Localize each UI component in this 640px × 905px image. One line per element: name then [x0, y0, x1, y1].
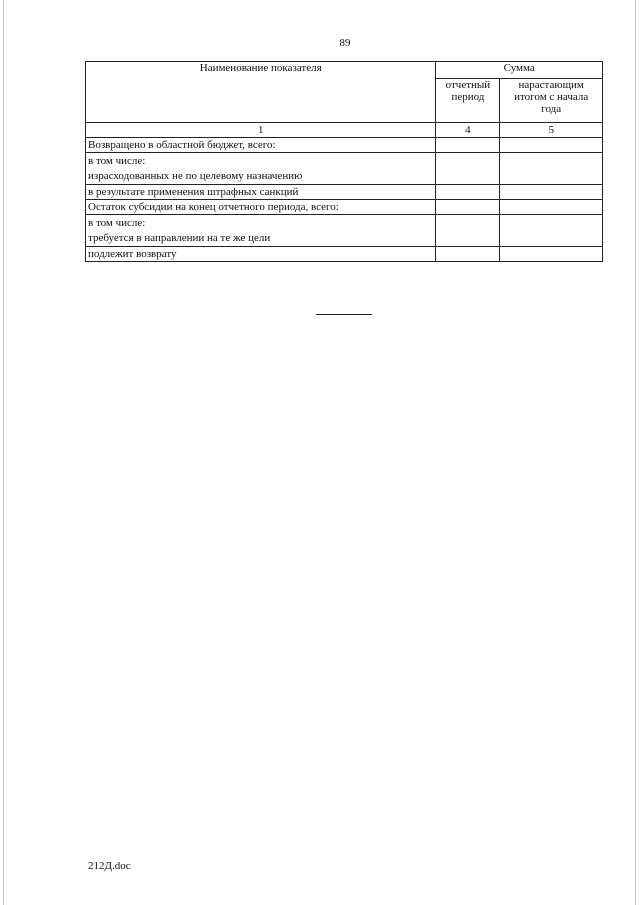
row-cumulative-value — [500, 215, 603, 247]
row-period-value — [436, 247, 500, 262]
table-row — [86, 200, 603, 215]
header-period-line2: период — [451, 91, 485, 103]
row-label-line2: требуется в направлении на те же цели — [88, 232, 271, 244]
header-cumulative — [500, 79, 603, 123]
column-number-row — [86, 123, 603, 138]
row-label: Остаток субсидии на конец отчетного периода, всего: — [86, 200, 436, 215]
header-cumul-line2: итогом с начала — [514, 91, 589, 103]
row-cumulative-value — [500, 138, 603, 153]
row-label: в результате применения штрафных санкций — [86, 185, 436, 200]
page-edge-left — [3, 0, 4, 905]
table-row — [86, 153, 603, 185]
row-label: Возвращено в областной бюджет, всего: — [86, 138, 436, 153]
row-period-value — [436, 200, 500, 215]
indicator-table — [85, 61, 603, 262]
page-edge-right — [635, 0, 636, 905]
row-period-value — [436, 153, 500, 185]
row-label-line2: израсходованных не по целевому назначению — [88, 170, 303, 182]
separator-rule — [316, 314, 372, 315]
header-cumul-line3: года — [541, 103, 562, 115]
row-period-value — [436, 138, 500, 153]
table-row — [86, 185, 603, 200]
header-sum: Сумма — [436, 62, 603, 79]
table-header-row — [86, 62, 603, 79]
page-number: 89 — [339, 37, 351, 49]
row-cumulative-value — [500, 185, 603, 200]
column-number-4: 4 — [436, 123, 500, 138]
row-cumulative-value — [500, 247, 603, 262]
header-cumul-line1: нарастающим — [518, 79, 584, 91]
table-row — [86, 138, 603, 153]
header-reporting-period — [436, 79, 500, 123]
row-label: подлежит возврату — [86, 247, 436, 262]
header-indicator-name: Наименование показателя — [86, 62, 436, 123]
row-label-line1: в том числе: — [88, 217, 146, 229]
footer-filename: 212Д.doc — [88, 860, 131, 872]
row-label — [86, 215, 436, 247]
row-period-value — [436, 185, 500, 200]
row-label — [86, 153, 436, 185]
column-number-5: 5 — [500, 123, 603, 138]
row-cumulative-value — [500, 153, 603, 185]
header-period-line1: отчетный — [445, 79, 491, 91]
row-period-value — [436, 215, 500, 247]
table-row — [86, 247, 603, 262]
row-cumulative-value — [500, 200, 603, 215]
table-row — [86, 215, 603, 247]
row-label-line1: в том числе: — [88, 155, 146, 167]
column-number-1: 1 — [86, 123, 436, 138]
